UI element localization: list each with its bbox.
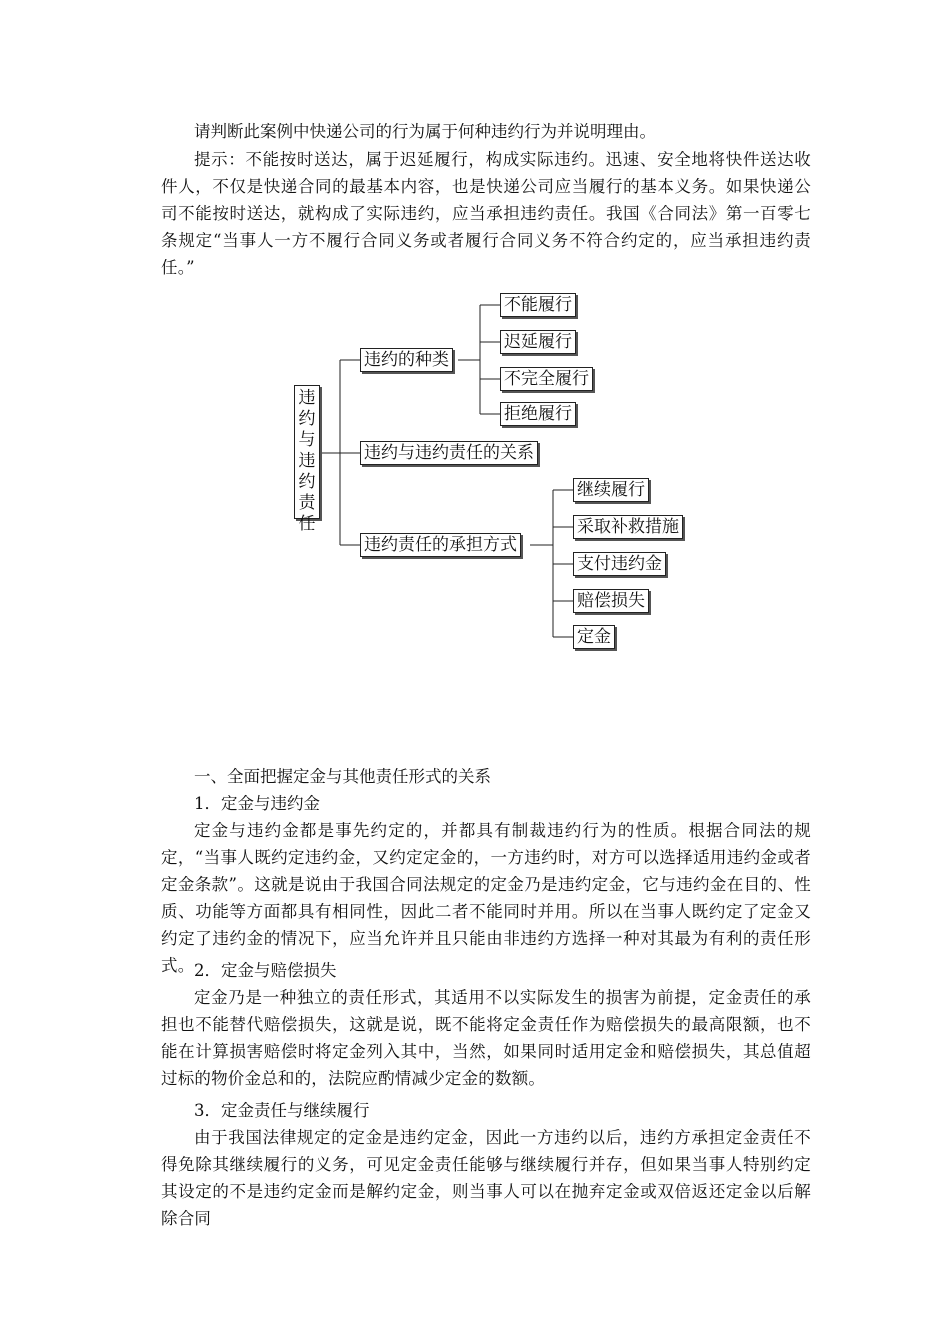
sub1-text: 定金与违约金都是事先约定的，并都具有制裁违约行为的性质。根据合同法的规定，“当事人既约定违约金，又约定定金的，一方违约时，对方可以选择适用违约金或者定金条款”。这就是说由于我国合同法规定的定金乃是违约定金，它与违约金在目的、性质、功能等方面都具有相同性，因此二者不能同时并用。所以在当事人既约定了定金又约定了违约金的情况下，应当允许并且只能由非违约方选择一种对其最为有利的责任形式。: [161, 821, 811, 975]
leaf-impossible-performance: 不能履行: [500, 293, 576, 317]
sub3-title: 3．定金责任与继续履行: [194, 1101, 370, 1120]
leaf-continue-performance: 继续履行: [573, 478, 649, 502]
leaf-deposit: 定金: [573, 625, 615, 649]
root-char: 约: [298, 409, 316, 429]
section-heading: 一、全面把握定金与其他责任形式的关系: [194, 767, 491, 786]
root-char: 违: [298, 451, 316, 471]
sub2-title: 2．定金与赔偿损失: [194, 961, 337, 980]
root-char: 责: [298, 493, 316, 513]
case-question: 请判断此案例中快递公司的行为属于何种违约行为并说明理由。: [194, 122, 656, 141]
root-node: [294, 385, 320, 534]
root-char: 任: [298, 514, 316, 534]
leaf-incomplete-performance: 不完全履行: [500, 367, 593, 391]
leaf-compensation: 赔偿损失: [573, 589, 649, 613]
sub2-text: 定金乃是一种独立的责任形式，其适用不以实际发生的损害为前提，定金责任的承担也不能替代赔偿损失，这就是说，既不能将定金责任作为赔偿损失的最高限额，也不能在计算损害赔偿时将定金列入其中，当然，如果同时适用定金和赔偿损失，其总值超过标的物价金总和的，法院应酌情减少定金的数额。: [161, 988, 811, 1088]
root-char: 与: [298, 430, 316, 450]
leaf-liquidated-damages: 支付违约金: [573, 552, 666, 576]
leaf-delayed-performance: 迟延履行: [500, 330, 576, 354]
case-hint: 提示：不能按时送达，属于迟延履行，构成实际违约。迅速、安全地将快件送达收件人，不仅是快递合同的最基本内容，也是快递公司应当履行的基本义务。如果快递公司不能按时送达，就构成了实际违约，应当承担违约责任。我国《合同法》第一百零七条规定“当事人一方不履行合同义务或者履行合同义务不符合约定的，应当承担违约责任。”: [161, 150, 811, 277]
branch-liability-forms: 违约责任的承担方式: [360, 533, 521, 557]
root-char: 违: [298, 388, 316, 408]
leaf-remedial-measures: 采取补救措施: [573, 515, 683, 539]
root-char: 约: [298, 472, 316, 492]
leaf-refusal-performance: 拒绝履行: [500, 402, 576, 426]
sub1-title: 1．定金与违约金: [194, 794, 320, 813]
sub3-text: 由于我国法律规定的定金是违约定金，因此一方违约以后，违约方承担定金责任不得免除其继续履行的义务，可见定金责任能够与继续履行并存，但如果当事人特别约定其设定的不是违约定金而是解约定金，则当事人可以在抛弃定金或双倍返还定金以后解除合同: [161, 1128, 811, 1228]
branch-relationship: 违约与违约责任的关系: [360, 441, 538, 465]
branch-types: 违约的种类: [360, 348, 453, 372]
